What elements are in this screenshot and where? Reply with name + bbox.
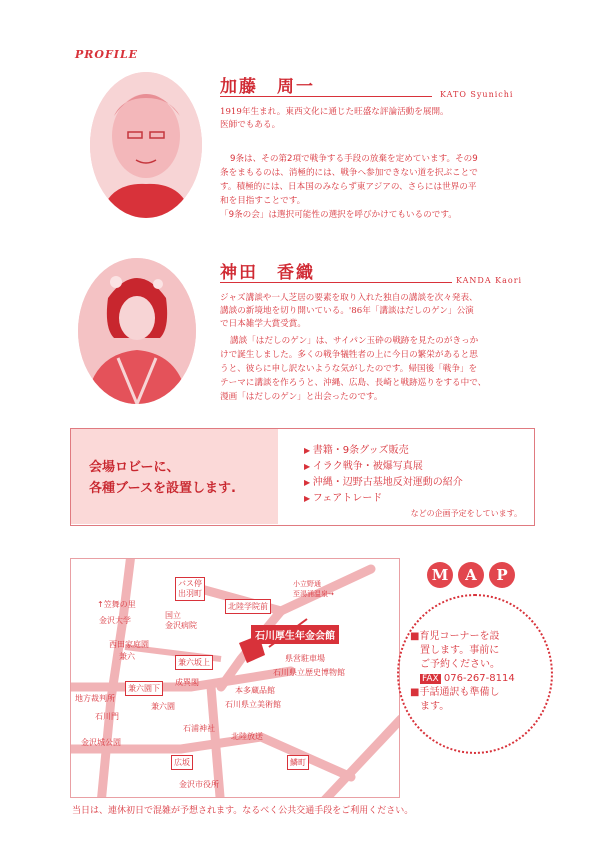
map-label: 鱗町 [287,755,309,770]
person-name: 加藤 周一 [220,77,315,97]
bus-stop-label: バス停 出羽町 [175,577,205,601]
map-label: 兼六坂上 [175,655,213,670]
map-heading-letter: A [458,562,484,588]
map-roads [71,559,400,798]
name-rule [220,282,452,283]
map-heading-letter: P [489,562,515,588]
info-text: ■育児コーナーを設 置します。事前に ご予約ください。 FAX 076-267-8114 ■手話通訳も準備し ます。 [410,631,515,712]
map-label: 県営駐車場 [285,654,325,663]
fax-number: 076-267-8114 [443,673,515,684]
list-item: ▶ イラク戦争・被爆写真展 [304,459,463,475]
map-label: 北陸学院前 [225,599,271,614]
list-item: ▶ 書籍・9条グッズ販売 [304,443,463,459]
map-label: 金沢市役所 [179,780,219,789]
list-item: ▶ 沖縄・辺野古基地反対運動の紹介 [304,475,463,491]
venue-label: 石川厚生年金会館 [251,625,339,644]
map-label: 兼六園 [151,702,175,711]
person-bio: ジャズ講談や一人芝居の要素を取り入れた独自の講談を次々発表、 講談の新境地を切り開いている。'86年「講談はだしのゲン」公演 で日本雑学大賞受賞。 [220,293,478,329]
kato-portrait [90,72,202,218]
footer-note: 当日は、連休初日で混雑が予想されます。なるべく公共交通手段をご利用ください。 [72,806,414,816]
person-essay: 講談「はだしのゲン」は、サイパン玉砕の戦跡を見たのがきっか けで誕生しました。多くの戦争犠牲者の上に今日の繁栄があると思 うと、彼らに申し訳ないような気がしたのです。帰国後「戦争」を テーマに講談を作ろうと、沖縄、広島、長崎と戦跡巡りをする中で、 漫画「はだしのゲン」と出会ったのです。 [220,336,487,402]
name-rule [220,96,432,97]
map-label: 北陸放送 [231,732,263,741]
map-label: 金沢大学 [99,616,131,625]
person-bio: 1919年生まれ。東西文化に通じた旺盛な評論活動を展開。 医師でもある。 [220,107,449,130]
map-label: 石川県立美術館 [225,700,281,709]
map-label: 国立 金沢病院 [165,611,197,630]
person-name: 神田 香織 [220,263,315,283]
booth-panel [70,428,535,526]
map-label: 兼六園下 [125,681,163,696]
map-heading-letter: M [427,562,453,588]
booth-list [304,443,463,507]
map-label: 本多蔵品館 [235,686,275,695]
profile-label: PROFILE [75,48,139,61]
person-essay: 9条は、その第2項で戦争する手段の放棄を定めています。その9 条をまもるのは、消極的には、戦争へ参加できない道を択ぶことで す。積極的には、日本国のみならず東アジアの、さらには世界の平 和を目指すことです。 「9条の会」は選択可能性の選択を呼びかけてもいるのです。 [220,154,478,220]
booth-note: などの企画予定をしています。 [410,509,522,518]
list-item: ▶ フェアトレード [304,491,463,507]
map-label: 広坂 [171,755,193,770]
booth-title: 会場ロビーに、 各種ブースを設置します. [89,460,236,496]
map-label: 小立野通 至湯涌温泉→ [293,580,334,598]
map-label: 兼六 [119,652,135,661]
map-label: 地方裁判所 [75,694,115,703]
map-label: 石川門 [95,712,119,721]
map-label: 金沢城公園 [81,738,121,747]
fax-badge: FAX [422,674,439,684]
map-label: 成巽閣 [175,678,199,687]
person-roman-name: KATO Syunichi [440,90,514,99]
person-roman-name: KANDA Kaori [456,276,523,285]
map-label: ↑笠舞の里 [97,600,136,609]
map-label: 石川県立歴史博物館 [273,668,345,677]
map-label: 西田家庭園 [109,640,149,649]
map-label: 石浦神社 [183,724,215,733]
area-map [70,558,400,798]
kanda-portrait [78,258,196,404]
